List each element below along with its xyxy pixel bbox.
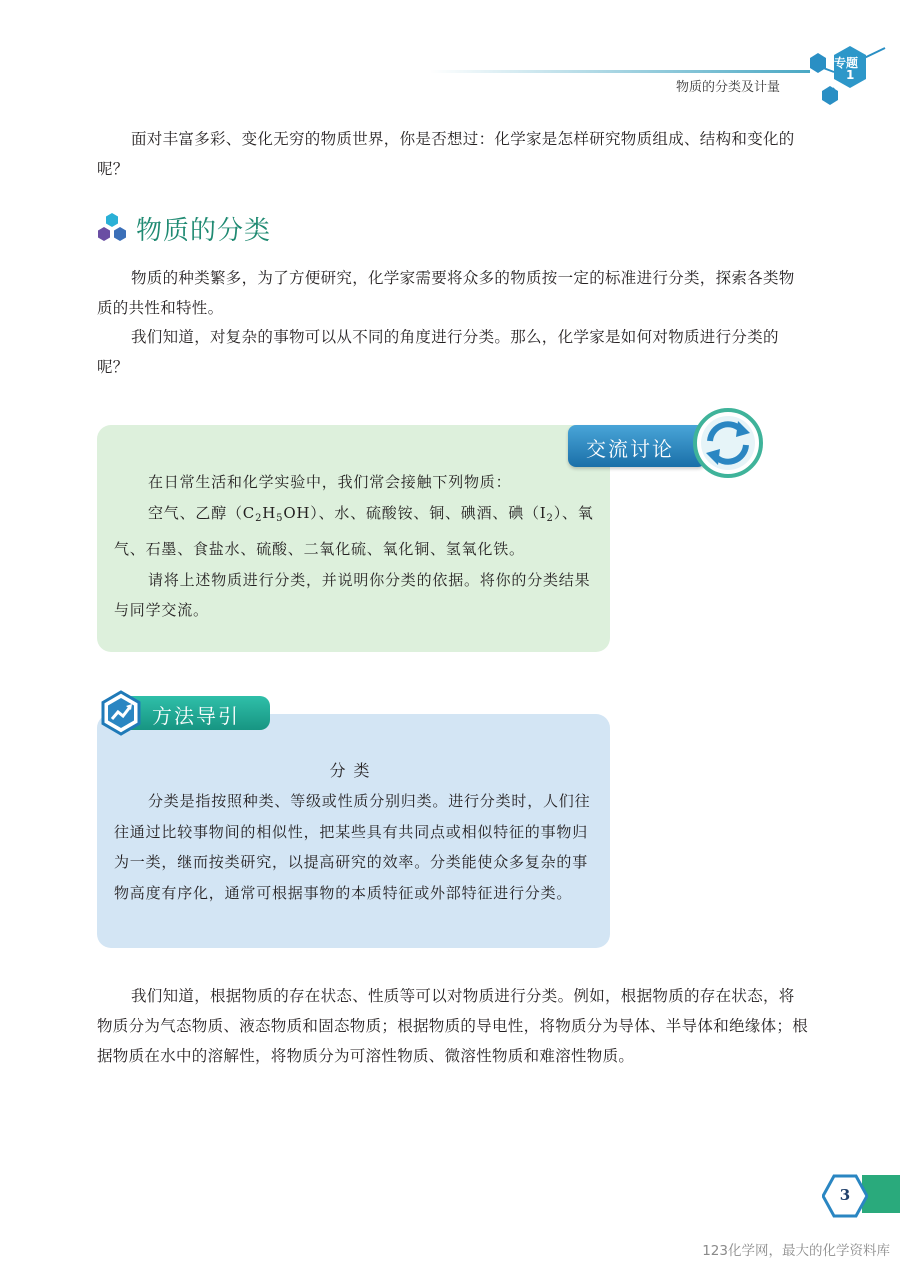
body-paragraph-2-text: 我们知道，对复杂的事物可以从不同的角度进行分类。那么，化学家是如何对物质进行分类的呢？: [97, 328, 779, 376]
section-heading: [96, 208, 271, 248]
chapter-badge-number: 1: [846, 68, 855, 82]
section-title: 物质的分类: [136, 215, 272, 246]
discussion-tag-label: 交流讨论: [586, 437, 674, 461]
page-number: 3: [839, 1186, 851, 1204]
discussion-tag: [568, 425, 706, 467]
method-box: [97, 714, 610, 948]
discussion-line-3: [114, 565, 599, 626]
discussion-line-1: [114, 467, 599, 498]
refresh-cycle-icon: [692, 407, 764, 479]
subscript-2: 2: [255, 512, 263, 524]
chapter-badge-hexagon-icon: [790, 38, 900, 108]
header-rule: [430, 70, 810, 73]
list-part-a: 空气、乙醇（C: [148, 503, 256, 522]
discussion-box: [97, 425, 610, 652]
closing-paragraph-text: 我们知道，根据物质的存在状态、性质等可以对物质进行分类。例如，根据物质的存在状态，将物质分为气态物质、液态物质和固态物质；根据物质的导电性，将物质分为导体、半导体和绝缘体；根据物质在水中的溶解性，将物质分为可溶性物质、微溶性物质和难溶性物质。: [97, 987, 809, 1065]
method-tag: [122, 696, 270, 730]
body-paragraph-1-text: 物质的种类繁多，为了方便研究，化学家需要将众多的物质按一定的标准进行分类，探索各类物质的共性和特性。: [97, 269, 795, 317]
discussion-text: [114, 467, 599, 626]
body-paragraph-2: [97, 322, 809, 382]
hexagon-cluster-icon: [96, 212, 128, 244]
discussion-line-3-text: 请将上述物质进行分类，并说明你分类的依据。将你的分类结果与同学交流。: [114, 570, 591, 619]
discussion-line-1-text: 在日常生活和化学实验中，我们常会接触下列物质：: [148, 473, 512, 491]
method-title: 分类: [329, 761, 378, 780]
list-part-b: H: [262, 503, 277, 522]
chapter-subtitle: 物质的分类及计量: [676, 80, 781, 95]
subscript-2b: 2: [546, 512, 554, 524]
method-tag-label: 方法导引: [152, 704, 240, 728]
list-part-c: OH）、水、硫酸铵、铜、碘酒、碘（I: [283, 503, 547, 522]
chapter-badge-label: 专题: [834, 56, 859, 70]
trend-chart-icon: [98, 690, 144, 736]
intro-paragraph: [97, 124, 809, 184]
method-body-text: 分类是指按照种类、等级或性质分别归类。进行分类时，人们往往通过比较事物间的相似性，把某些具有共同点或相似特征的事物归为一类，继而按类研究，以提高研究的效率。分类能使众多复杂的事物高度有序化，通常可根据事物的本质特征或外部特征进行分类。: [114, 792, 591, 902]
subscript-5: 5: [276, 512, 284, 524]
body-paragraph-1: [97, 263, 809, 323]
method-body: [114, 786, 599, 908]
discussion-substance-list: [114, 498, 599, 565]
intro-text: 面对丰富多彩、变化无穷的物质世界，你是否想过：化学家是怎样研究物质组成、结构和变化的呢？: [97, 130, 795, 178]
closing-paragraph: [97, 981, 809, 1071]
footer-watermark: 123化学网，最大的化学资料库: [702, 1243, 890, 1259]
list-part-d: ）、氧气、石墨、食盐水、硫酸、二氧化硫、氧化铜、氢氧化铁。: [114, 503, 594, 558]
